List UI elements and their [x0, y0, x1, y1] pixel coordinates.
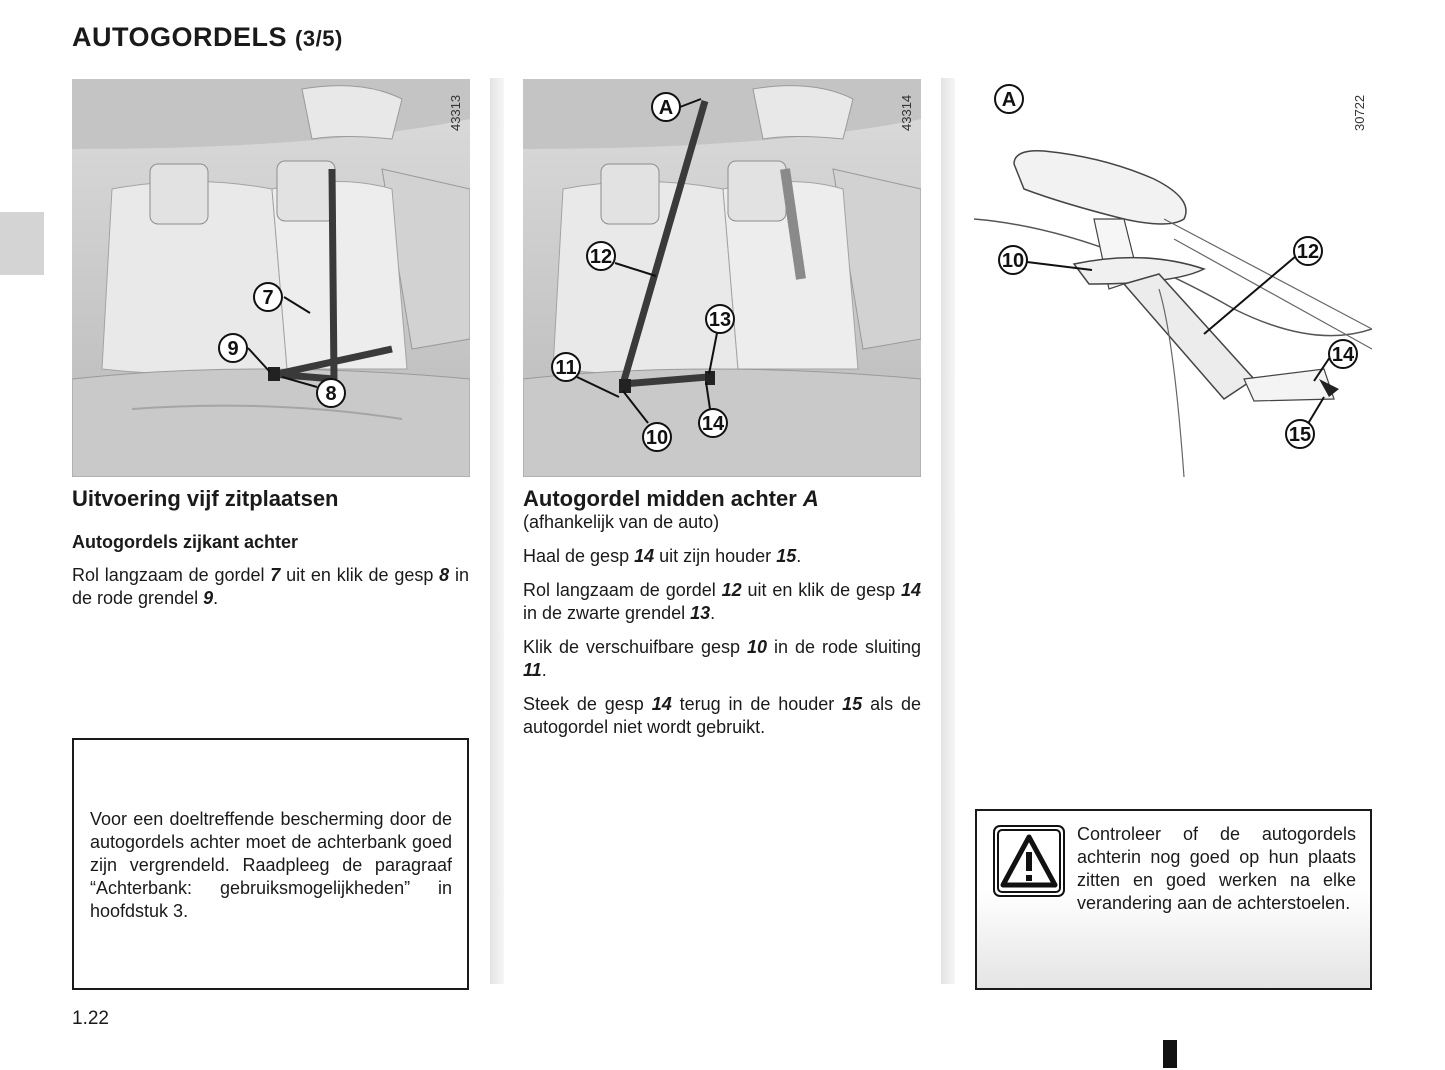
subtitle: [523, 511, 921, 534]
callout-14: 14: [1331, 344, 1355, 366]
heading-text: Uitvoering vijf zitplaatsen: [72, 486, 339, 511]
callout-9: 9: [227, 338, 239, 360]
callout-A: A: [658, 97, 674, 119]
left-column: [72, 485, 469, 621]
callout-11: 11: [555, 357, 577, 379]
ref-number: 14: [900, 580, 921, 600]
text: .: [213, 588, 219, 608]
figure-rear-side-belts: [72, 79, 470, 477]
ref-number: 15: [776, 546, 797, 566]
callout-A: A: [1001, 89, 1017, 111]
callout-13: 13: [708, 309, 732, 331]
text: in de zwarte grendel: [523, 603, 691, 623]
callout-12: 12: [1296, 241, 1320, 263]
text: Klik de verschuifbare gesp: [523, 637, 747, 657]
text: in de rode grendel: [72, 565, 469, 608]
text: Rol langzaam de gordel: [523, 580, 722, 600]
ref-number: 13: [690, 603, 711, 623]
instruction-paragraph: [523, 693, 921, 739]
figure-rear-center-belt: [523, 79, 921, 477]
warning-triangle-icon: [993, 825, 1065, 897]
subtitle-text: (afhankelijk van de auto): [523, 512, 720, 532]
ref-number: 14: [651, 694, 672, 714]
callout-12: 12: [589, 246, 613, 268]
title-part: (3/5): [295, 26, 343, 51]
title-text: AUTOGORDELS: [72, 22, 288, 52]
section-heading: [72, 485, 469, 513]
callout-15: 15: [1288, 424, 1312, 446]
instruction-paragraph: [523, 636, 921, 682]
warning-box: [975, 809, 1372, 990]
text: .: [796, 546, 802, 566]
callout-10: 10: [1001, 250, 1025, 272]
column-gutter-right: [941, 78, 955, 984]
chapter-tab: [0, 212, 44, 275]
text: Haal de gesp: [523, 546, 635, 566]
text: als de autogordel niet wordt gebruikt.: [523, 694, 921, 737]
warning-text: Controleer of de autogordels achterin nog goed op hun plaats zitten en goed werken na elke verandering aan de achterstoelen.: [1077, 824, 1356, 913]
heading-ref: A: [802, 486, 819, 511]
figure-code: 30722: [1352, 94, 1367, 131]
instruction-paragraph: [72, 564, 469, 610]
text: Steek de gesp: [523, 694, 652, 714]
page-number: 1.22: [72, 1008, 109, 1029]
note-text: Voor een doeltreffende bescherming door de autogordels achter moet de achterbank goed zijn vergrendeld. Raadpleeg de paragraaf “Achterbank: gebruiksmogelijkheden” in hoofdstuk 3.: [90, 809, 452, 921]
ref-number: 9: [203, 588, 214, 608]
info-note-box: [72, 738, 469, 990]
callout-14: 14: [701, 413, 725, 435]
ref-number: 8: [439, 565, 450, 585]
section-heading: [523, 485, 921, 513]
text: uit zijn houder: [654, 546, 777, 566]
text: .: [710, 603, 716, 623]
callout-10: 10: [645, 427, 669, 449]
figure-code: 43313: [448, 94, 463, 131]
middle-column: [523, 485, 921, 750]
text: .: [541, 660, 547, 680]
ref-number: 15: [842, 694, 863, 714]
instruction-paragraph: [523, 545, 921, 568]
heading-text: Autogordel midden achter: [523, 486, 803, 511]
ref-number: 7: [270, 565, 281, 585]
ref-number: 10: [747, 637, 768, 657]
ref-number: 11: [523, 660, 542, 680]
text: Rol langzaam de gordel: [72, 565, 271, 585]
text: uit en klik de gesp: [741, 580, 901, 600]
text: in de rode sluiting: [767, 637, 921, 657]
callout-7: 7: [262, 287, 274, 309]
ref-number: 14: [634, 546, 655, 566]
callout-8: 8: [325, 383, 337, 405]
ref-number: 12: [721, 580, 742, 600]
text: uit en klik de gesp: [280, 565, 440, 585]
figure-code: 43314: [899, 94, 914, 131]
figure-buckle-holder: [974, 79, 1372, 477]
thumb-index-mark: [1163, 1040, 1177, 1068]
column-gutter-left: [490, 78, 504, 984]
text: terug in de houder: [671, 694, 843, 714]
instruction-paragraph: [523, 579, 921, 625]
page-title: [72, 22, 343, 53]
subsection-heading: Autogordels zijkant achter: [72, 532, 299, 552]
